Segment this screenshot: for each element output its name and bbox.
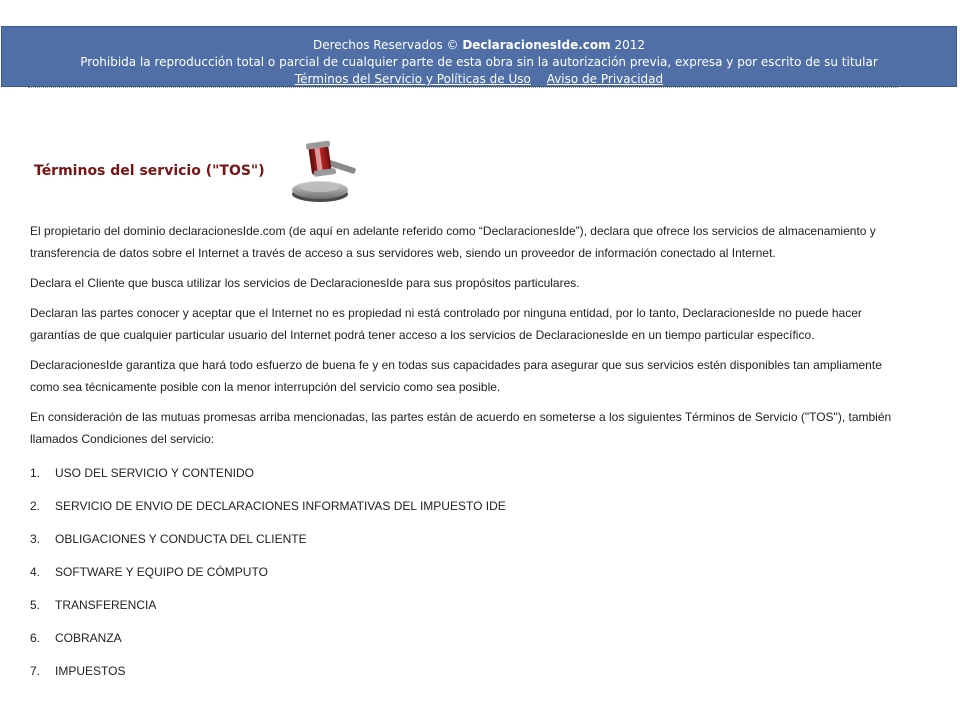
list-item bbox=[30, 561, 900, 594]
list-item-label: OBLIGACIONES Y CONDUCTA DEL CLIENTE bbox=[55, 532, 307, 546]
brand-name: DeclaracionesIde.com bbox=[462, 38, 611, 52]
list-item-number: 4. bbox=[30, 565, 41, 579]
copyright-banner bbox=[1, 26, 957, 87]
list-item bbox=[30, 495, 900, 528]
prohibition-text: Prohibida la reproducción total o parcial de cualquier parte de esta obra sin la autorización previa, expresa y por escrito de su titular bbox=[80, 55, 878, 69]
list-item bbox=[30, 462, 900, 495]
list-item-label: TRANSFERENCIA bbox=[55, 598, 157, 612]
list-item-number: 7. bbox=[30, 664, 41, 678]
list-item bbox=[30, 660, 900, 693]
rights-text: Derechos Reservados © bbox=[312, 38, 463, 52]
list-item-label: SERVICIO DE ENVIO DE DECLARACIONES INFORMATIVAS DEL IMPUESTO IDE bbox=[55, 499, 506, 513]
copyright-line bbox=[2, 37, 956, 54]
list-item-number: 2. bbox=[30, 499, 41, 513]
list-item-label: USO DEL SERVICIO Y CONTENIDO bbox=[55, 466, 254, 480]
list-item-number: 1. bbox=[30, 466, 41, 480]
list-item bbox=[30, 594, 900, 627]
list-item bbox=[30, 627, 900, 660]
page-title: Términos del servicio ("TOS") bbox=[34, 163, 265, 179]
paragraph-intro: El propietario del dominio declaracionesIde.com (de aquí en adelante referido como “DeclaracionesIde”), declara que ofrece los servicios de almacenamiento y transferencia de datos sobre el Internet a través de acceso a sus servidores web, siendo un proveedor de información conectado al Internet. bbox=[30, 224, 876, 260]
divider bbox=[28, 87, 898, 90]
list-item-number: 3. bbox=[30, 532, 41, 546]
terms-link[interactable]: Términos del Servicio y Políticas de Uso bbox=[294, 72, 531, 86]
list-item-number: 6. bbox=[30, 631, 41, 645]
list-item-label: IMPUESTOS bbox=[55, 664, 126, 678]
paragraph-guarantee: DeclaracionesIde garantiza que hará todo esfuerzo de buena fe y en todas sus capacidades para asegurar que sus servicios estén disponibles tan ampliamente como sea técnicamente posible con la menor interrupción del servicio como sea posible. bbox=[30, 358, 882, 394]
list-item-label: COBRANZA bbox=[55, 631, 122, 645]
banner-links bbox=[2, 71, 956, 88]
paragraph-client: Declara el Cliente que busca utilizar los servicios de DeclaracionesIde para sus propósitos particulares. bbox=[30, 276, 580, 290]
list-item bbox=[30, 528, 900, 561]
list-item-number: 5. bbox=[30, 598, 41, 612]
paragraph-internet: Declaran las partes conocer y aceptar que el Internet no es propiedad ni está controlado por ninguna entidad, por lo tanto, DeclaracionesIde no puede hacer garantías de que cualquier particular usuario del Internet podrá tener acceso a los servicios de DeclaracionesIde en un tiempo particular específico. bbox=[30, 306, 862, 342]
terms-content bbox=[30, 220, 900, 693]
sections-list bbox=[30, 462, 900, 693]
list-item-label: SOFTWARE Y EQUIPO DE CÓMPUTO bbox=[55, 565, 268, 579]
paragraph-consideration: En consideración de las mutuas promesas arriba mencionadas, las partes están de acuerdo en someterse a los siguientes Términos de Servicio ("TOS"), también llamados Condiciones del servicio: bbox=[30, 410, 892, 446]
privacy-link[interactable]: Aviso de Privacidad bbox=[546, 72, 664, 86]
copyright-year: 2012 bbox=[610, 38, 646, 52]
gavel-icon bbox=[286, 136, 362, 204]
